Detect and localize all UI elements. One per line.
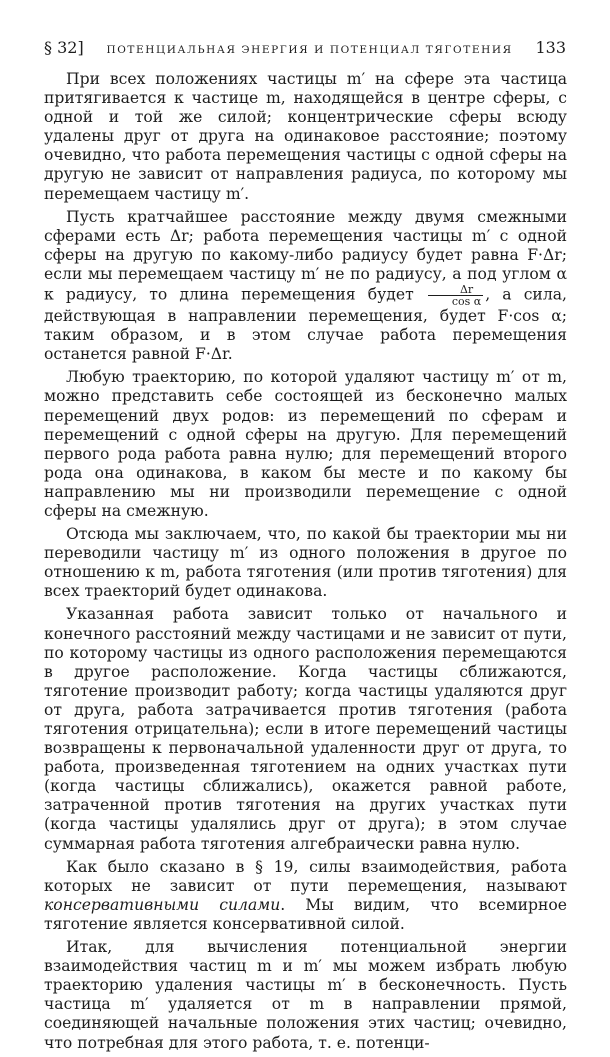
paragraph-2-text-a: Пусть кратчайшее расстояние между двумя смежными сферами есть Δr; работа перемещения частицы m′ с одной сферы на другую по какому-либо радиусу будет равна F·Δr; если мы перемещаем частицу m′ не по радиусу, а под углом α к радиусу, то длина перемещения будет	[44, 207, 567, 304]
paragraph-1: При всех положениях частицы m′ на сфере эта частица притягивается к частице m, находящейся в центре сферы, с одной и той же силой; концентрические сферы всюду удалены друг от друга на одинаковое расстояние; поэтому очевидно, что работа перемещения частицы с одной сферы на другую не зависит от направления радиуса, по которому мы перемещаем частицу m′.	[44, 70, 567, 203]
paragraph-6	[44, 858, 567, 934]
page-number: 133	[535, 38, 566, 57]
body-text	[44, 70, 567, 1057]
term-conservative-forces: консервативными силами	[44, 895, 281, 914]
running-title: ПОТЕНЦИАЛЬНАЯ ЭНЕРГИЯ И ПОТЕНЦИАЛ ТЯГОТЕНИЯ	[106, 44, 513, 56]
fraction-numerator: Δr	[428, 284, 483, 296]
paragraph-3: Любую траекторию, по которой удаляют частицу m′ от m, можно представить себе состоящей из бесконечно малых перемещений двух родов: из перемещений по сферам и перемещений с одной сферы на другую. Для перемещений первого рода работа равна нулю; для перемещений второго рода она одинакова, в каком бы месте и по какому бы направлению мы ни производили перемещение с одной сферы на смежную.	[44, 368, 567, 520]
paragraph-6-text-b: . Мы видим, что всемирное тяготение является консервативной силой.	[44, 895, 567, 933]
paragraph-2-text-b: , а сила, действующая в направлении перемещения, будет F·cos α; таким образом, и в этом случае работа перемещения останется равной F·Δr.	[44, 285, 567, 364]
section-number: § 32]	[44, 38, 84, 57]
paragraph-2	[44, 208, 567, 365]
paragraph-6-text-a: Как было сказано в § 19, силы взаимодействия, работа которых не зависит от пути перемещения, называют	[44, 857, 567, 895]
running-header	[44, 38, 566, 60]
fraction-denominator: cos α	[451, 295, 482, 309]
paragraph-5: Указанная работа зависит только от начального и конечного расстояний между частицами и не зависит от пути, по которому частицы из одного расположения перемещаются в другое расположение. Когда частицы сближаются, тяготение производит работу; когда частицы удаляются друг от друга, работа затрачивается против тяготения (работа тяготения отрицательна); если в итоге перемещений частицы возвращены к первоначальной удаленности друг от друга, то работа, произведенная тяготением на одних участках пути (когда частицы сближались), окажется равной работе, затраченной против тяготения на других участках пути (когда частицы удалялись друг от друга); в этом случае суммарная работа тяготения алгебраически равна нулю.	[44, 605, 567, 853]
paragraph-4: Отсюда мы заключаем, что, по какой бы траектории мы ни переводили частицу m′ из одного положения в другое по отношению к m, работа тяготения (или против тяготения) для всех траекторий будет одинакова.	[44, 525, 567, 601]
paragraph-7: Итак, для вычисления потенциальной энергии взаимодействия частиц m и m′ мы можем избрать любую траекторию удаления частицы m′ в бесконечность. Пусть частица m′ удаляется от m в направлении прямой, соединяющей начальные положения этих частиц; очевидно, что потребная для этого работа, т. е. потенци-	[44, 938, 567, 1052]
fraction-delta-r-over-cos-alpha	[428, 284, 483, 307]
